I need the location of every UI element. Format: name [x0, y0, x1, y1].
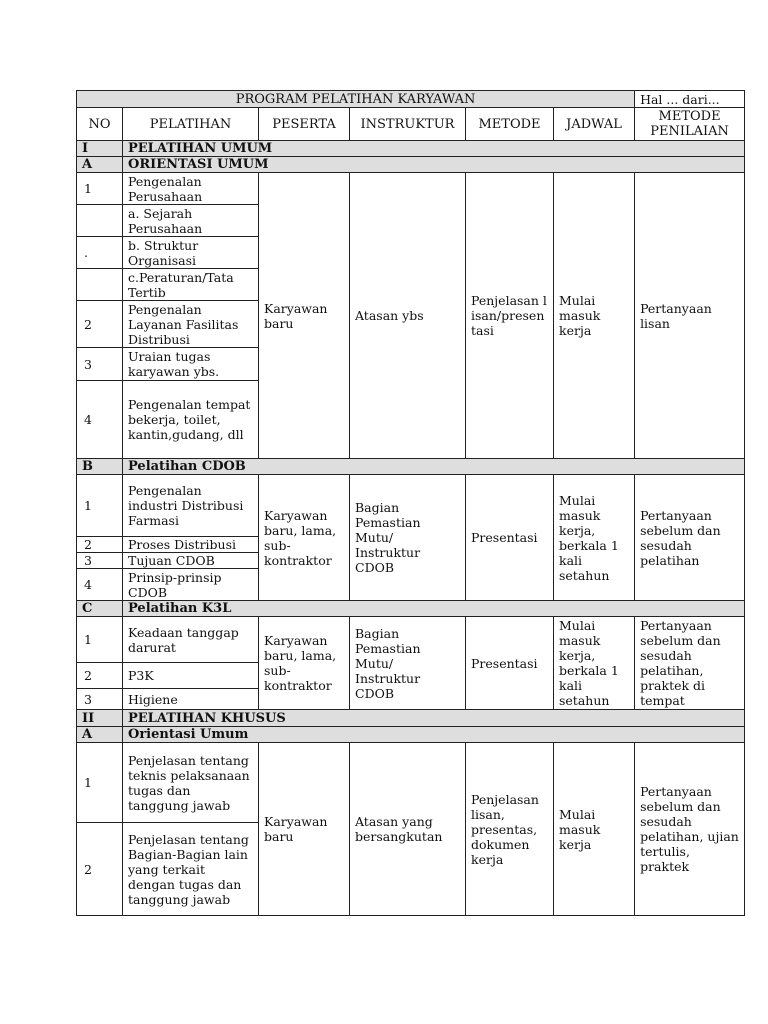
row-number: 4 — [77, 569, 123, 601]
training-topic: Keadaan tanggap darurat — [123, 617, 259, 663]
header-row — [77, 108, 745, 141]
method-cell: Presentasi — [466, 617, 554, 710]
document-title: PROGRAM PELATIHAN KARYAWAN — [77, 91, 635, 108]
training-topic: Higiene — [123, 689, 259, 710]
section-title: PELATIHAN UMUM — [123, 141, 745, 157]
training-topic: P3K — [123, 663, 259, 689]
subsection-title: Pelatihan CDOB — [123, 459, 745, 475]
instructor-cell: Atasan yang bersangkutan — [350, 743, 466, 916]
subsection-title: ORIENTASI UMUM — [123, 157, 745, 173]
subsection-letter: A — [77, 727, 123, 743]
instructor-cell: Bagian Pemastian Mutu/ Instruktur CDOB — [350, 475, 466, 601]
row-number: 1 — [77, 617, 123, 663]
row-number: 4 — [77, 381, 123, 459]
schedule-cell: Mulai masuk kerja, berkala 1 kali setahun — [554, 475, 635, 601]
subsection-title: Orientasi Umum — [123, 727, 745, 743]
schedule-cell: Mulai masuk kerja, berkala 1 kali setahun — [554, 617, 635, 710]
section-number: I — [77, 141, 123, 157]
subsection-row — [77, 601, 745, 617]
row-number: 3 — [77, 689, 123, 710]
row-number: 2 — [77, 537, 123, 553]
training-topic: b. Struktur Organisasi — [123, 237, 259, 269]
row-number: 1 — [77, 173, 123, 205]
method-cell: Penjelasan lisan, presentas, dokumen kerja — [466, 743, 554, 916]
table-row — [77, 173, 745, 205]
subsection-row — [77, 727, 745, 743]
col-header-peserta: PESERTA — [259, 108, 350, 141]
page-reference: Hal ... dari... — [635, 91, 745, 108]
assessment-cell: Pertanyaan sebelum dan sesudah pelatihan — [635, 475, 745, 601]
col-header-pelatihan: PELATIHAN — [123, 108, 259, 141]
row-number: 2 — [77, 823, 123, 916]
col-header-instruktur: INSTRUKTUR — [350, 108, 466, 141]
title-row — [77, 91, 745, 108]
training-topic: Pengenalan tempat bekerja, toilet, kantin,gudang, dll — [123, 381, 259, 459]
col-header-metode: METODE — [466, 108, 554, 141]
table-row — [77, 743, 745, 823]
instructor-cell: Atasan ybs — [350, 173, 466, 459]
schedule-cell: Mulai masuk kerja — [554, 743, 635, 916]
training-topic: c.Peraturan/Tata Tertib — [123, 269, 259, 301]
participant-cell: Karyawan baru, lama, sub-kontraktor — [259, 475, 350, 601]
subsection-letter: A — [77, 157, 123, 173]
row-number — [77, 205, 123, 237]
assessment-cell: Pertanyaan sebelum dan sesudah pelatihan, praktek di tempat — [635, 617, 745, 710]
row-number: 1 — [77, 743, 123, 823]
participant-cell: Karyawan baru, lama, sub-kontraktor — [259, 617, 350, 710]
assessment-cell: Pertanyaan sebelum dan sesudah pelatihan, ujian tertulis, praktek — [635, 743, 745, 916]
training-topic: Uraian tugas karyawan ybs. — [123, 348, 259, 381]
instructor-cell: Bagian Pemastian Mutu/ Instruktur CDOB — [350, 617, 466, 710]
table-row — [77, 617, 745, 663]
training-topic: Proses Distribusi — [123, 537, 259, 553]
row-number: 3 — [77, 553, 123, 569]
row-number: 3 — [77, 348, 123, 381]
col-header-no: NO — [77, 108, 123, 141]
row-number: 2 — [77, 301, 123, 348]
training-topic: Prinsip-prinsip CDOB — [123, 569, 259, 601]
section-number: II — [77, 710, 123, 727]
training-topic: a. Sejarah Perusahaan — [123, 205, 259, 237]
schedule-cell: Mulai masuk kerja — [554, 173, 635, 459]
training-topic: Pengenalan industri Distribusi Farmasi — [123, 475, 259, 537]
assessment-cell: Pertanyaan lisan — [635, 173, 745, 459]
training-program-table — [76, 90, 745, 916]
table-row — [77, 475, 745, 537]
row-number: 2 — [77, 663, 123, 689]
subsection-letter: B — [77, 459, 123, 475]
col-header-metode-penilaian: METODE PENILAIAN — [635, 108, 745, 141]
training-topic: Pengenalan Perusahaan — [123, 173, 259, 205]
section-row — [77, 710, 745, 727]
section-row — [77, 141, 745, 157]
subsection-letter: C — [77, 601, 123, 617]
training-topic: Tujuan CDOB — [123, 553, 259, 569]
method-cell: Penjelasan lisan/presentasi — [466, 173, 554, 459]
row-number: . — [77, 237, 123, 269]
participant-cell: Karyawan baru — [259, 743, 350, 916]
subsection-title: Pelatihan K3L — [123, 601, 745, 617]
training-topic: Penjelasan tentang teknis pelaksanaan tugas dan tanggung jawab — [123, 743, 259, 823]
subsection-row — [77, 459, 745, 475]
training-topic: Penjelasan tentang Bagian-Bagian lain yang terkait dengan tugas dan tanggung jawab — [123, 823, 259, 916]
method-cell: Presentasi — [466, 475, 554, 601]
section-title: PELATIHAN KHUSUS — [123, 710, 745, 727]
subsection-row — [77, 157, 745, 173]
row-number — [77, 269, 123, 301]
col-header-jadwal: JADWAL — [554, 108, 635, 141]
participant-cell: Karyawan baru — [259, 173, 350, 459]
row-number: 1 — [77, 475, 123, 537]
training-topic: Pengenalan Layanan Fasilitas Distribusi — [123, 301, 259, 348]
